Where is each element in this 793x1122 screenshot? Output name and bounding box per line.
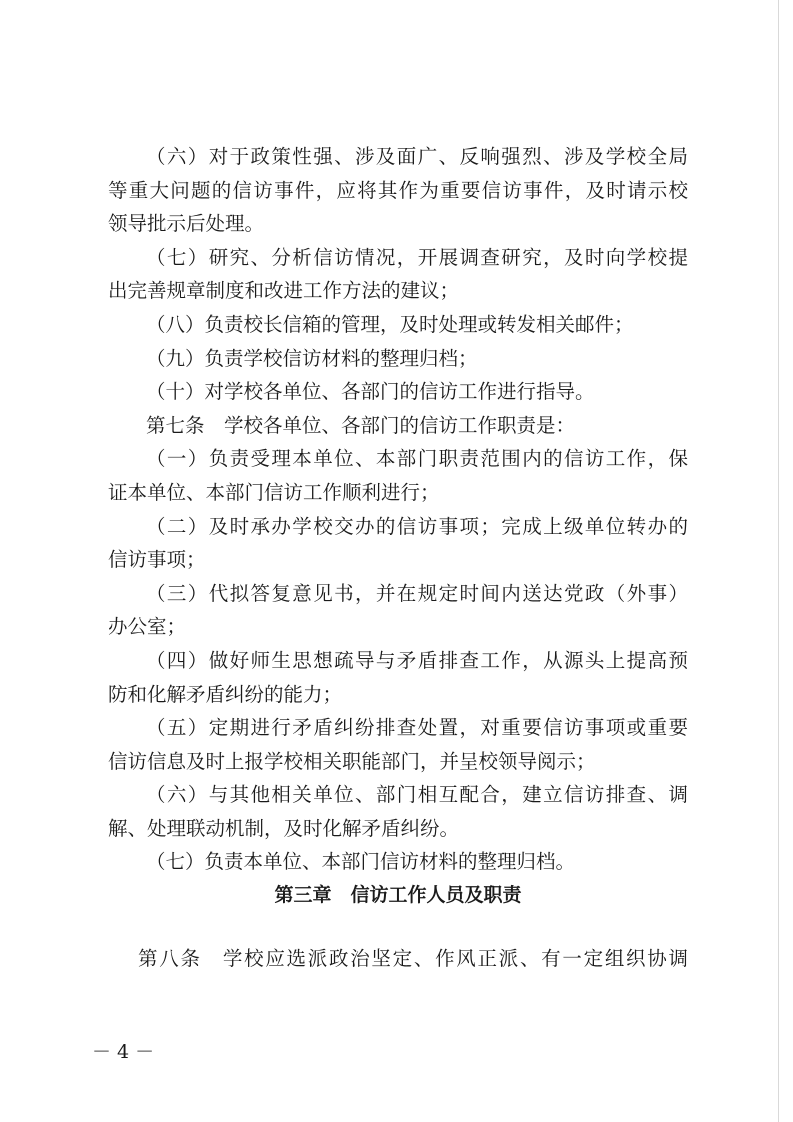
text-line: （三）代拟答复意见书，并在规定时间内送达党政（外事） (146, 581, 688, 605)
text-line: （一）负责受理本单位、本部门职责范围内的信访工作，保 (146, 447, 688, 471)
text-line: 证本单位、本部门信访工作顺利进行； (108, 480, 440, 504)
text-line: （六）对于政策性强、涉及面广、反响强烈、涉及学校全局 (146, 145, 688, 168)
article-8-line: 第八条 学校应选派政治坚定、作风正派、有一定组织协调 (138, 947, 688, 970)
text-line: 信访事项； (108, 548, 206, 572)
chapter-heading: 第三章 信访工作人员及职责 (274, 884, 522, 906)
text-line: （七）研究、分析信访情况，开展调查研究，及时向学校提 (146, 245, 688, 269)
text-line: （五）定期进行矛盾纠纷排查处置，对重要信访事项或重要 (146, 716, 688, 740)
text-line: （九）负责学校信访材料的整理归档； (146, 346, 478, 370)
page-edge-line (778, 0, 779, 1122)
text-line: 出完善规章制度和改进工作方法的建议； (108, 279, 460, 303)
text-line: 防和化解矛盾纠纷的能力； (108, 682, 343, 706)
page-number: － 4 － (92, 1041, 155, 1063)
text-line: （十）对学校各单位、各部门的信访工作进行指导。 (146, 380, 595, 404)
text-line: 第七条 学校各单位、各部门的信访工作职责是： (146, 413, 576, 437)
text-line: 等重大问题的信访事件，应将其作为重要信访事件，及时请示校 (108, 178, 688, 202)
text-line: （八）负责校长信箱的管理，及时处理或转发相关邮件； (146, 312, 634, 336)
text-line: （二）及时承办学校交办的信访事项；完成上级单位转办的 (146, 514, 688, 538)
text-line: 领导批示后处理。 (108, 212, 265, 236)
text-line: （七）负责本单位、本部门信访材料的整理归档。 (146, 850, 576, 874)
text-line: 解、处理联动机制，及时化解矛盾纠纷。 (108, 816, 460, 840)
text-line: 办公室； (108, 615, 187, 639)
body-text (108, 140, 688, 879)
text-line: （六）与其他相关单位、部门相互配合，建立信访排查、调 (146, 783, 688, 807)
text-line: 信访信息及时上报学校相关职能部门，并呈校领导阅示； (108, 749, 596, 773)
text-line: （四）做好师生思想疏导与矛盾排查工作，从源头上提高预 (146, 648, 688, 672)
